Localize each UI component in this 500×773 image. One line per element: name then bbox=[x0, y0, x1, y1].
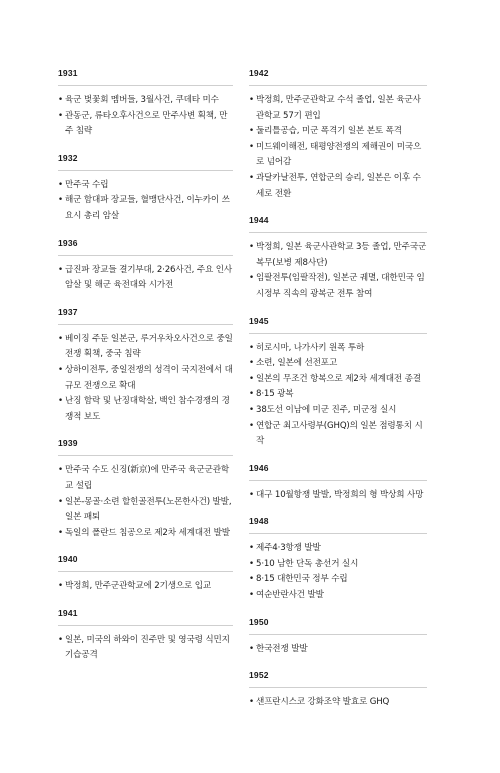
event-item: • 일본-몽골·소련 할힌골전투(노몬한사건) 발발, 일본 패퇴 bbox=[58, 495, 233, 526]
event-item: • 육군 벚꽃회 멤버들, 3월사건, 쿠데타 미수 bbox=[58, 93, 233, 109]
event-item: • 난징 함락 및 난징대학살, 백인 참수경쟁의 경쟁적 보도 bbox=[58, 394, 233, 425]
year-section bbox=[58, 307, 233, 426]
event-item: • 급진파 장교들 결기부대, 2·26사건, 주요 인사 암살 및 해군 육전대와 시가전 bbox=[58, 263, 233, 294]
year-heading: 1932 bbox=[58, 152, 78, 163]
event-item: • 관동군, 류타오후사건으로 만주사변 획책, 만주 침략 bbox=[58, 109, 233, 140]
event-item: • 박정희, 만주군관학교 수석 졸업, 일본 육군사관학교 57기 편입 bbox=[249, 93, 427, 124]
event-list bbox=[249, 240, 427, 302]
year-heading: 1940 bbox=[58, 554, 78, 565]
year-heading: 1950 bbox=[249, 616, 269, 627]
event-item: • 임팔전투(임팔작전), 일본군 궤멸, 대한민국 임시정부 직속의 광복군 전투 참여 bbox=[249, 271, 427, 302]
year-divider bbox=[249, 333, 427, 334]
event-item: • 베이징 주둔 일본군, 루거우차오사건으로 중일전쟁 획책, 중국 침략 bbox=[58, 332, 233, 363]
event-item: • 박정희, 만주군관학교에 2기생으로 입교 bbox=[58, 579, 233, 595]
year-divider bbox=[249, 687, 427, 688]
year-divider bbox=[249, 533, 427, 534]
year-divider bbox=[58, 85, 233, 86]
year-section bbox=[249, 215, 427, 302]
event-item: • 소련, 일본에 선전포고 bbox=[249, 356, 427, 372]
year-section bbox=[249, 516, 427, 603]
year-divider bbox=[58, 324, 233, 325]
event-item: • 일본, 미국의 하와이 진주만 및 영국령 식민지 기습공격 bbox=[58, 633, 233, 664]
event-item: • 8·15 대한민국 정부 수립 bbox=[249, 572, 427, 588]
year-divider bbox=[249, 480, 427, 481]
event-item: • 만주국 수도 신징(新京)에 만주국 육군군관학교 설립 bbox=[58, 463, 233, 494]
event-item: • 박정희, 일본 육군사관학교 3등 졸업, 만주국군 복무(보병 제8사단) bbox=[249, 240, 427, 271]
event-item: • 상하이전투, 중일전쟁의 성격이 국지전에서 대규모 전쟁으로 확대 bbox=[58, 363, 233, 394]
timeline-right-column bbox=[249, 68, 427, 724]
year-heading: 1946 bbox=[249, 462, 269, 473]
year-heading: 1937 bbox=[58, 306, 78, 317]
event-item: • 샌프란시스코 강화조약 발효로 GHQ bbox=[249, 695, 427, 711]
year-divider bbox=[58, 455, 233, 456]
event-list bbox=[58, 93, 233, 140]
year-section bbox=[58, 554, 233, 595]
event-list bbox=[249, 642, 427, 658]
event-list bbox=[58, 178, 233, 225]
event-list bbox=[58, 579, 233, 595]
event-item: • 8·15 광복 bbox=[249, 387, 427, 403]
year-section bbox=[249, 617, 427, 658]
event-list bbox=[58, 263, 233, 294]
event-item: • 여순반란사건 발발 bbox=[249, 588, 427, 604]
event-list bbox=[249, 695, 427, 711]
event-item: • 38도선 이남에 미군 진주, 미군정 실시 bbox=[249, 403, 427, 419]
event-item: • 둘리틀공습, 미군 폭격기 일본 본토 폭격 bbox=[249, 124, 427, 140]
year-divider bbox=[249, 232, 427, 233]
event-list bbox=[58, 633, 233, 664]
year-section bbox=[58, 153, 233, 225]
year-heading: 1942 bbox=[249, 68, 269, 78]
event-list bbox=[58, 332, 233, 426]
year-heading: 1948 bbox=[249, 516, 269, 527]
year-heading: 1931 bbox=[58, 68, 78, 78]
event-list bbox=[249, 541, 427, 603]
event-item: • 연합군 최고사령부(GHQ)의 일본 점령통치 시작 bbox=[249, 419, 427, 450]
year-heading: 1945 bbox=[249, 315, 269, 326]
year-heading: 1936 bbox=[58, 237, 78, 248]
year-heading: 1944 bbox=[249, 215, 269, 226]
event-item: • 미드웨이해전, 태평양전쟁의 제해권이 미국으로 넘어감 bbox=[249, 140, 427, 171]
year-divider bbox=[58, 571, 233, 572]
event-item: • 히로시마, 나가사키 원폭 투하 bbox=[249, 341, 427, 357]
year-section bbox=[249, 670, 427, 711]
event-item: • 독일의 폴란드 침공으로 제2차 세계대전 발발 bbox=[58, 526, 233, 542]
event-item: • 해군 함대파 장교들, 혈맹단사건, 이누카이 쓰요시 총리 암살 bbox=[58, 193, 233, 224]
event-item: • 5·10 남한 단독 총선거 실시 bbox=[249, 557, 427, 573]
year-divider bbox=[58, 625, 233, 626]
event-item: • 대구 10월항쟁 발발, 박정희의 형 박상희 사망 bbox=[249, 488, 427, 504]
year-divider bbox=[249, 85, 427, 86]
event-list bbox=[249, 488, 427, 504]
event-list bbox=[58, 463, 233, 541]
year-divider bbox=[249, 634, 427, 635]
year-section bbox=[58, 68, 233, 140]
year-heading: 1952 bbox=[249, 670, 269, 681]
year-section bbox=[58, 438, 233, 541]
year-section bbox=[249, 463, 427, 504]
timeline-left-column bbox=[58, 68, 233, 677]
year-divider bbox=[58, 170, 233, 171]
event-item: • 일본의 무조건 항복으로 제2차 세계대전 종결 bbox=[249, 372, 427, 388]
year-divider bbox=[58, 255, 233, 256]
event-item: • 제주4·3항쟁 발발 bbox=[249, 541, 427, 557]
year-heading: 1941 bbox=[58, 607, 78, 618]
year-section bbox=[58, 238, 233, 294]
event-list bbox=[249, 93, 427, 202]
year-section bbox=[58, 608, 233, 664]
event-list bbox=[249, 341, 427, 450]
year-section bbox=[249, 316, 427, 450]
event-item: • 한국전쟁 발발 bbox=[249, 642, 427, 658]
event-item: • 과달카날전투, 연합군의 승리, 일본은 이후 수세로 전환 bbox=[249, 171, 427, 202]
year-section bbox=[249, 68, 427, 202]
year-heading: 1939 bbox=[58, 438, 78, 449]
event-item: • 만주국 수립 bbox=[58, 178, 233, 194]
